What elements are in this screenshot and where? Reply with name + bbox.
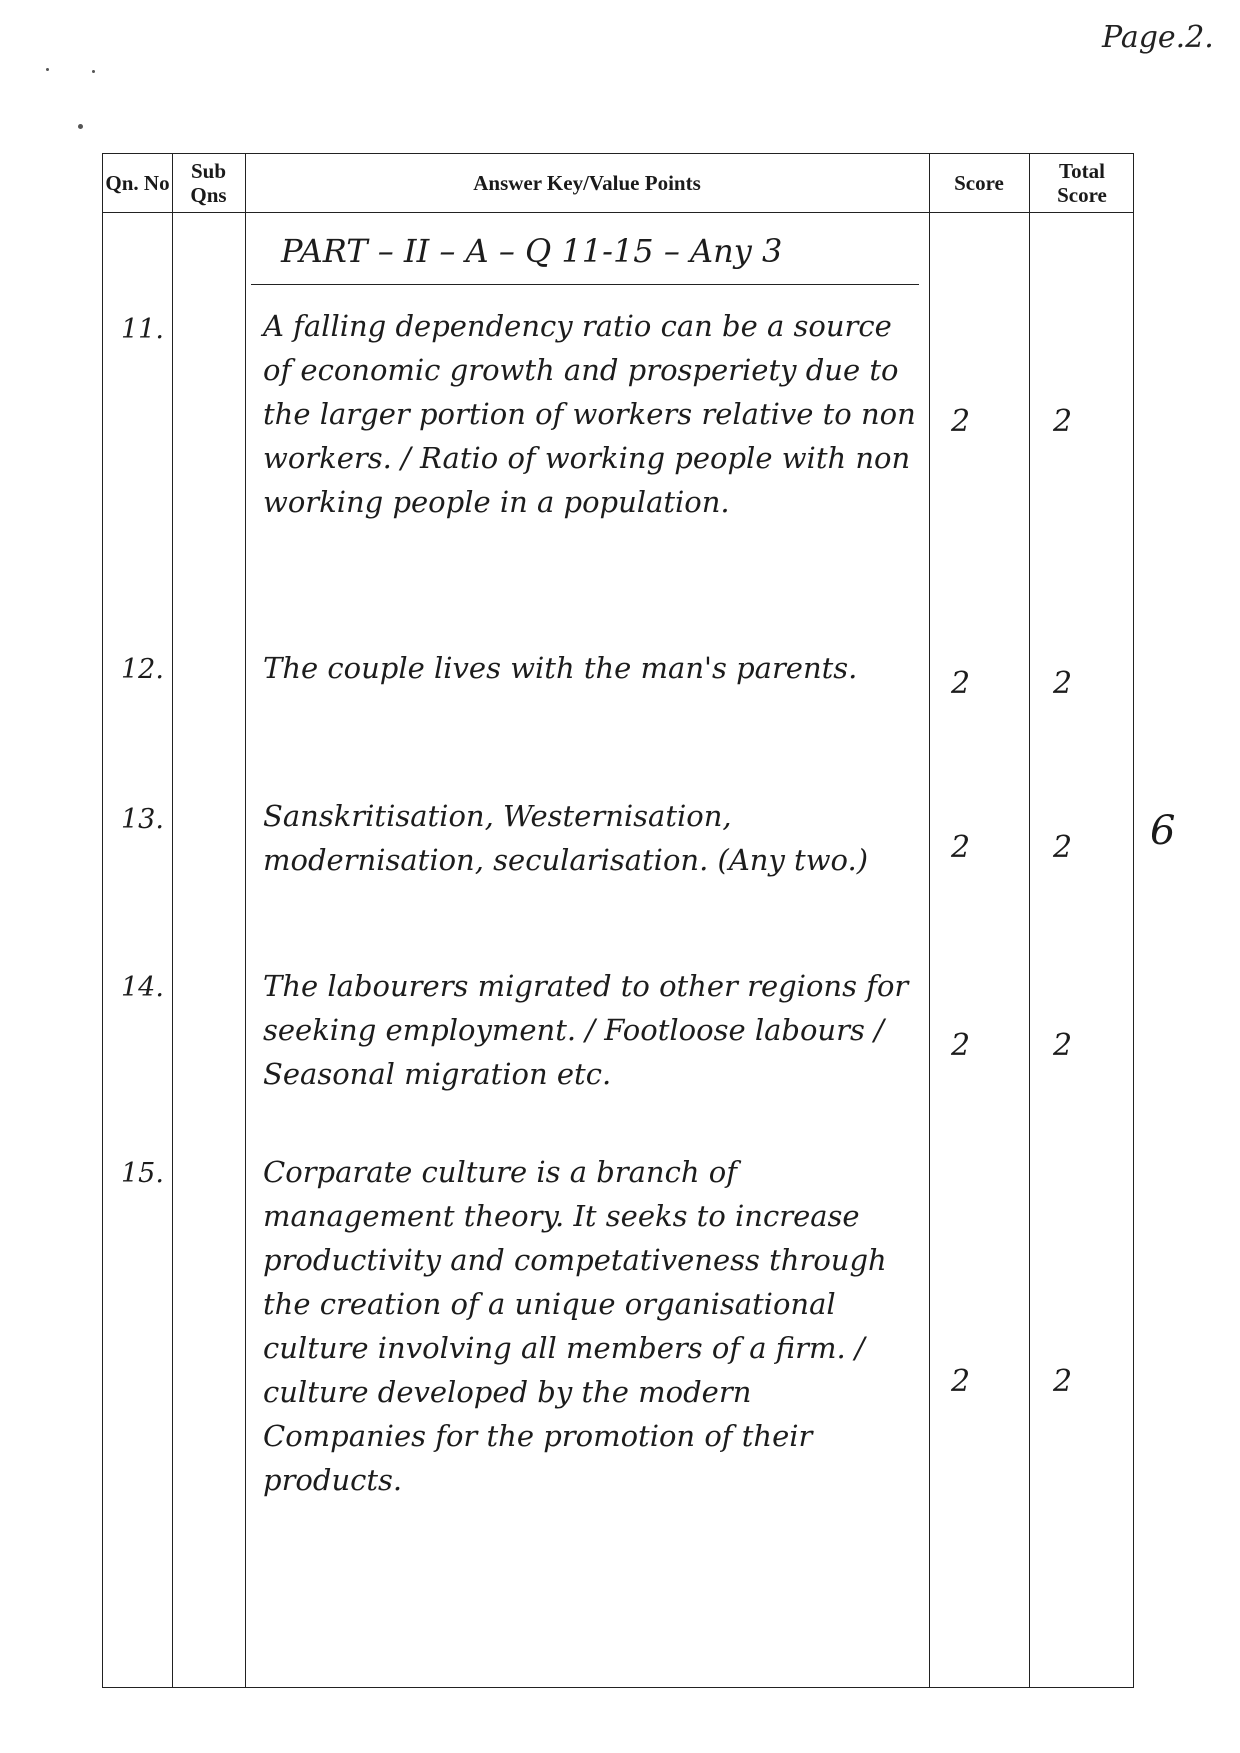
column-divider	[1029, 154, 1030, 1687]
total-score-value: 2	[1053, 830, 1073, 865]
answer-text: A falling dependency ratio can be a source of economic growth and prosperiety due to the larger portion of workers relative to non workers. / Ratio of working people with non working people in a population.	[263, 309, 916, 519]
question-number: 15.	[121, 1158, 164, 1189]
part-total-mark: 6	[1150, 808, 1176, 854]
part-heading-underline	[251, 284, 919, 285]
scan-speck	[92, 70, 95, 73]
question-number: 11.	[121, 314, 164, 345]
column-divider	[245, 154, 246, 1687]
question-number: 14.	[121, 972, 164, 1003]
question-number: 12.	[121, 654, 164, 685]
total-score-value: 2	[1053, 666, 1073, 701]
header-total-score: Total Score	[1057, 159, 1107, 207]
header-sub-qns: Sub Qns	[190, 159, 227, 207]
total-score-value: 2	[1053, 1028, 1073, 1063]
header-qn-no: Qn. No	[105, 171, 170, 195]
column-divider	[172, 154, 173, 1687]
score-value: 2	[951, 404, 971, 439]
header-score: Score	[954, 171, 1004, 195]
total-score-value: 2	[1053, 404, 1073, 439]
score-value: 2	[951, 1028, 971, 1063]
answer-text: The labourers migrated to other regions for seeking employment. / Footloose labours / Seasonal migration etc.	[263, 969, 909, 1091]
part-heading: PART – II – A – Q 11-15 – Any 3	[281, 232, 783, 270]
question-number: 13.	[121, 804, 164, 835]
header-divider	[103, 212, 1133, 213]
answer-key-table	[102, 153, 1134, 1688]
score-value: 2	[951, 1364, 971, 1399]
header-answer-key: Answer Key/Value Points	[473, 171, 701, 195]
score-value: 2	[951, 830, 971, 865]
answer-text: The couple lives with the man's parents.	[263, 651, 858, 685]
answer-text: Corparate culture is a branch of management theory. It seeks to increase productivity and competativeness through the creation of a unique organisational culture involving all members of a firm. / culture developed by the modern Companies for the promotion of their products.	[263, 1155, 887, 1497]
answer-text: Sanskritisation, Westernisation, modernisation, secularisation. (Any two.)	[263, 799, 869, 877]
column-divider	[929, 154, 930, 1687]
total-score-value: 2	[1053, 1364, 1073, 1399]
scan-speck	[78, 124, 83, 129]
page-number: Page.2.	[1102, 20, 1214, 55]
scan-speck	[46, 68, 49, 71]
score-value: 2	[951, 666, 971, 701]
